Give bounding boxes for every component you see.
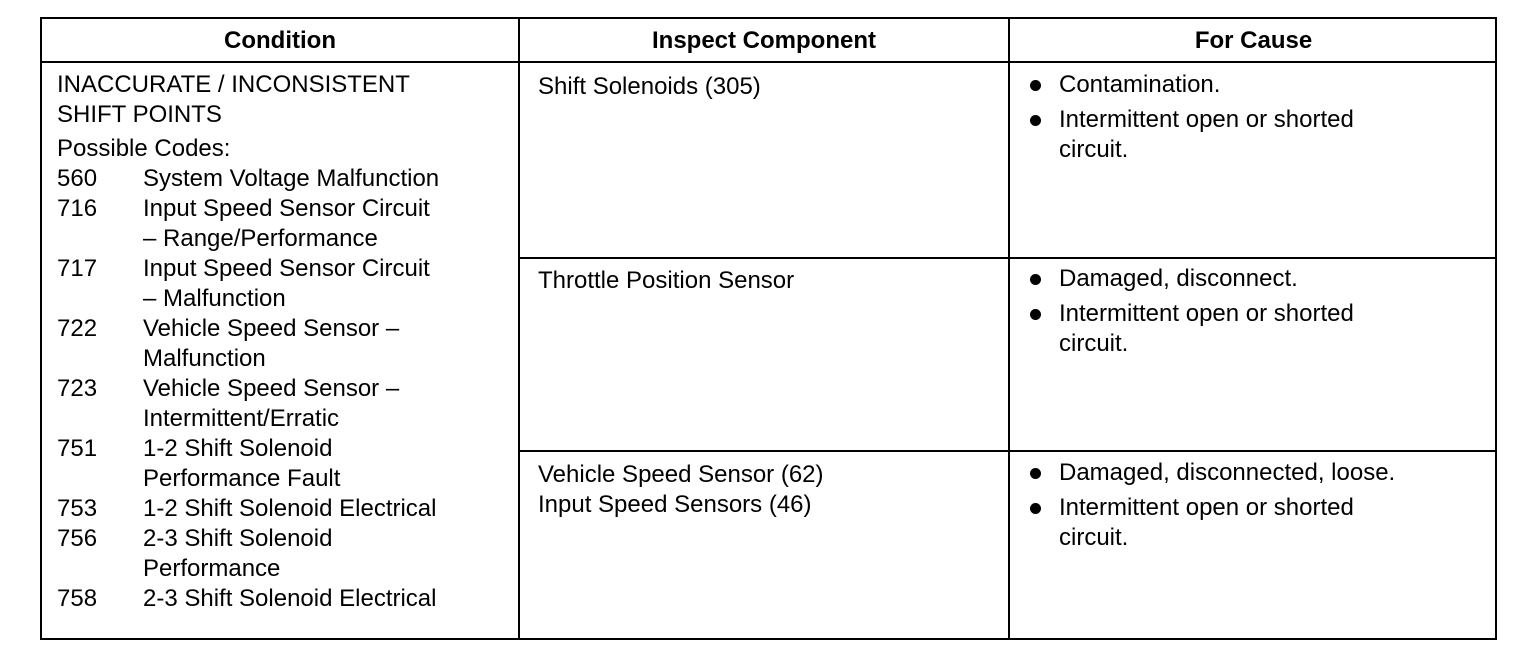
code-description-line: 2-3 Shift Solenoid [143,525,333,552]
code-description-line: Performance Fault [143,465,341,492]
code-number: 717 [57,255,98,282]
bullet-icon [1030,503,1041,514]
condition-title: SHIFT POINTS [57,101,222,128]
code-row [57,524,439,584]
code-description-line: Intermittent/Erratic [143,405,340,432]
code-description-line: System Voltage Malfunction [143,165,440,192]
cause-item [1028,70,1354,100]
cause-text: circuit. [1059,136,1129,163]
component-label: Throttle Position Sensor [538,267,795,294]
component-label: Input Speed Sensors (46) [538,491,812,518]
code-row [57,194,439,254]
code-description [143,434,340,494]
component-label: Vehicle Speed Sensor (62) [538,461,824,488]
column-divider [1008,19,1010,638]
cause-list [1028,70,1354,170]
code-description [143,164,439,194]
code-description [143,254,430,314]
code-description [143,374,399,434]
column-divider [518,19,520,638]
code-description-line: Malfunction [143,345,266,372]
cause-text: Damaged, disconnected, loose. [1059,459,1396,486]
code-number: 751 [57,435,98,462]
code-description [143,584,436,614]
code-description-line: – Malfunction [143,285,286,312]
code-description-line: Vehicle Speed Sensor – [143,375,400,402]
row-divider [518,257,1495,259]
code-number: 758 [57,585,98,612]
component-cell [538,266,794,296]
cause-text: Intermittent open or shorted [1059,106,1354,133]
code-number: 722 [57,315,98,342]
code-description-line: 1-2 Shift Solenoid [143,435,333,462]
cause-text: Intermittent open or shorted [1059,300,1354,327]
component-cell [538,460,824,520]
code-description [143,314,399,374]
code-description [143,494,436,524]
component-cell [538,72,761,102]
code-number: 756 [57,525,98,552]
condition-title: INACCURATE / INCONSISTENT [57,71,410,98]
code-description [143,194,430,254]
cause-text: Damaged, disconnect. [1059,265,1298,292]
codes-list [57,164,439,614]
code-number: 560 [57,165,98,192]
code-description-line: Vehicle Speed Sensor – [143,315,400,342]
code-description-line: Performance [143,555,281,582]
cause-item [1028,264,1354,294]
code-number: 723 [57,375,98,402]
bullet-icon [1030,115,1041,126]
code-row [57,584,439,614]
cause-text: circuit. [1059,524,1129,551]
code-row [57,434,439,494]
code-row [57,494,439,524]
code-description-line: 2-3 Shift Solenoid Electrical [143,585,437,612]
bullet-icon [1030,468,1041,479]
condition-cell [57,70,439,614]
code-description-line: – Range/Performance [143,225,378,252]
code-description-line: 1-2 Shift Solenoid Electrical [143,495,437,522]
code-description-line: Input Speed Sensor Circuit [143,195,430,222]
cause-item [1028,105,1354,165]
cause-item [1028,493,1395,553]
code-row [57,314,439,374]
code-description-line: Input Speed Sensor Circuit [143,255,430,282]
cause-text: circuit. [1059,330,1129,357]
code-row [57,254,439,314]
codes-label: Possible Codes: [57,135,231,162]
cause-text: Intermittent open or shorted [1059,494,1354,521]
cause-list [1028,458,1395,558]
code-number: 753 [57,495,98,522]
bullet-icon [1030,274,1041,285]
bullet-icon [1030,309,1041,320]
row-divider [518,450,1495,452]
code-row [57,164,439,194]
diagnosis-table [40,17,1497,640]
code-row [57,374,439,434]
cause-list [1028,264,1354,364]
component-label: Shift Solenoids (305) [538,73,761,100]
cause-item [1028,458,1395,488]
cause-text: Contamination. [1059,71,1221,98]
code-number: 716 [57,195,98,222]
code-description [143,524,332,584]
header-inspect-component: Inspect Component [651,26,876,54]
cause-item [1028,299,1354,359]
header-condition: Condition [224,26,336,54]
header-for-cause: For Cause [1194,26,1313,54]
bullet-icon [1030,80,1041,91]
